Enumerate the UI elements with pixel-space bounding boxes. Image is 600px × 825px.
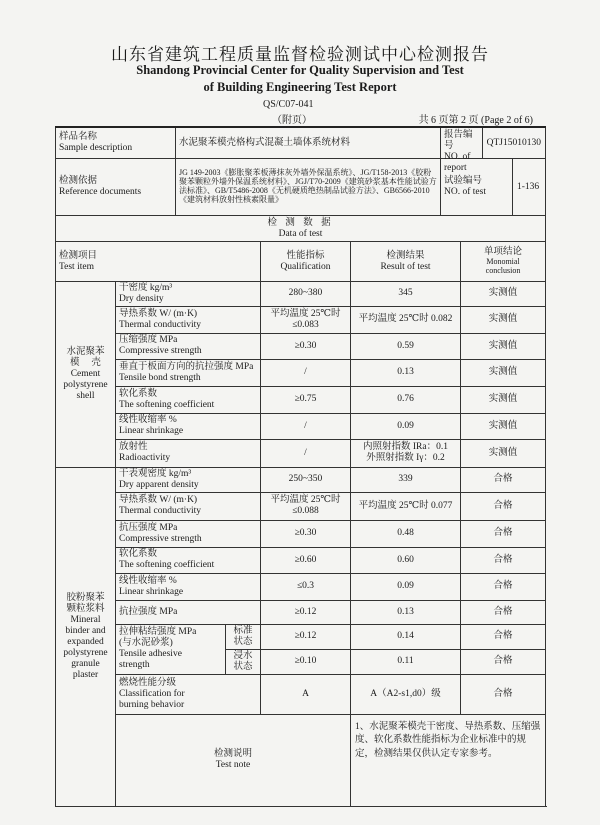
result-cell: 0.59: [351, 333, 461, 359]
item-cell: [116, 439, 261, 467]
test-no-label-en: NO. of test: [444, 187, 486, 197]
data-header-cell: [56, 216, 546, 242]
conclusion-cell: 实测值: [461, 413, 546, 439]
item-cell: [116, 413, 261, 439]
result-cell: 0.48: [351, 520, 461, 547]
col-conclusion-cn: 单项结论: [484, 247, 523, 258]
conclusion-cell: 合格: [461, 520, 546, 547]
qualification-cell: 平均温度 25℃时 ≤0.083: [261, 306, 351, 333]
item-en: Compressive strength: [119, 533, 202, 544]
group2-name-en-1: Mineral: [70, 614, 101, 625]
sample-label-cell: [56, 127, 176, 159]
table-row: [56, 674, 546, 714]
report-title-en-line1: Shandong Provincial Center for Quality Supervision and Test: [136, 63, 464, 77]
item-cell: [116, 359, 261, 386]
report-no-cell: [441, 127, 546, 173]
fire-cn: 燃烧性能分级: [119, 677, 177, 688]
group1-label: [56, 282, 116, 468]
data-header-en: Data of test: [278, 228, 323, 239]
item-cell: [116, 547, 261, 573]
report-table: [55, 126, 546, 807]
item-en: Compressive strength: [119, 346, 202, 357]
qualification-cell: /: [261, 359, 351, 386]
col-item-cn: 检测项目: [59, 250, 98, 261]
group2-name-cn-1: 胶粉聚苯: [66, 593, 105, 604]
conclusion-cell: 合格: [461, 467, 546, 492]
qualification-cell: /: [261, 439, 351, 467]
conclusion-cell: 实测值: [461, 386, 546, 413]
adhesive-en-1: Tensile adhesive: [119, 649, 182, 660]
report-title-cn: 山东省建筑工程质量监督检验测试中心检测报告: [111, 45, 489, 65]
group1-name-cn-1: 水泥聚苯: [66, 347, 105, 358]
report-title-en-line2: of Building Engineering Test Report: [203, 80, 397, 94]
item-cell: [116, 386, 261, 413]
result-cell: 345: [351, 282, 461, 307]
conclusion-cell: 合格: [461, 600, 546, 624]
group2-label: [56, 467, 116, 806]
reference-label-en: Reference documents: [59, 187, 142, 197]
fire-en-2: burning behavior: [119, 699, 185, 710]
item-cn: 导热系数 W/ (m·K): [119, 495, 198, 506]
item-cn: 抗拉强度 MPa: [119, 606, 178, 617]
result-cell: [351, 439, 461, 467]
conclusion-cell: 合格: [461, 624, 546, 649]
item-en: Thermal conductivity: [119, 506, 202, 517]
group1-name-cn-2: 模 壳: [70, 358, 101, 369]
standard-state-label: 标准状态: [226, 624, 261, 649]
sample-row: [56, 127, 546, 159]
adhesive-cn-1: 拉伸粘结强度 MPa: [119, 627, 197, 638]
table-row: [56, 413, 546, 439]
conclusion-cell: 合格: [461, 674, 546, 714]
reference-label-cn: 检测依据: [59, 176, 98, 187]
group2-name-en-4: polystyrene: [63, 647, 108, 658]
immersion-state-label: 浸水状态: [226, 649, 261, 674]
result-cell: 平均温度 25℃时 0.082: [351, 306, 461, 333]
sample-label-cn: 样品名称: [59, 132, 98, 143]
item-cn: 放射性: [119, 442, 148, 453]
reference-label-cell: [56, 159, 176, 216]
table-row: [56, 624, 546, 649]
table-row: [56, 573, 546, 600]
result-cell: 0.09: [351, 413, 461, 439]
table-row: [56, 547, 546, 573]
item-en: Thermal conductivity: [119, 319, 202, 330]
qualification-cell: ≥0.12: [261, 624, 351, 649]
table-row: [56, 282, 546, 307]
result-cell: A（A2-s1,d0）级: [351, 674, 461, 714]
qualification-cell: A: [261, 674, 351, 714]
result-cell: 平均温度 25℃时 0.077: [351, 492, 461, 520]
result-cell: 0.09: [351, 573, 461, 600]
qualification-cell: ≥0.10: [261, 649, 351, 674]
item-en: Linear shrinkage: [119, 426, 184, 437]
qualification-cell: ≥0.30: [261, 333, 351, 359]
qualification-cell: 280~380: [261, 282, 351, 307]
item-cn: 干密度 kg/m³: [119, 283, 173, 293]
item-en: Dry density: [119, 293, 164, 304]
conclusion-cell: 实测值: [461, 306, 546, 333]
document-number: QS/C07-041: [263, 99, 314, 110]
item-en: Dry apparent density: [119, 479, 199, 490]
note-label-cn: 检测说明: [213, 749, 252, 760]
note-label-cell: [116, 714, 351, 806]
group2-name-en-3: expanded: [67, 636, 104, 647]
data-header-cn: 检 测 数 据: [267, 217, 334, 228]
conclusion-cell: 实测值: [461, 333, 546, 359]
item-cell: [116, 573, 261, 600]
appendix-label: （附页）: [272, 115, 312, 126]
conclusion-cell: 实测值: [461, 439, 546, 467]
qualification-cell: ≤0.3: [261, 573, 351, 600]
item-cn: 抗压强度 MPa: [119, 522, 178, 533]
item-cn: 线性收缩率 %: [119, 415, 177, 426]
item-cn: 干表观密度 kg/m³: [119, 468, 192, 479]
test-no-label-cn: 试验编号: [444, 176, 483, 187]
result-cell: 0.14: [351, 624, 461, 649]
column-header-row: [56, 242, 546, 282]
sample-label-en: Sample description: [59, 143, 133, 153]
conclusion-cell: 合格: [461, 649, 546, 674]
item-cn: 软化系数: [119, 388, 158, 399]
test-no-value: 1-136: [517, 181, 540, 192]
note-row: [56, 714, 546, 806]
item-cell: [116, 333, 261, 359]
result-cell: 0.60: [351, 547, 461, 573]
group2-name-en-6: plaster: [72, 669, 99, 680]
report-no-value: QTJ15010130: [486, 137, 542, 148]
col-header-qualification: [261, 242, 351, 282]
conclusion-cell: 合格: [461, 492, 546, 520]
table-row: [56, 333, 546, 359]
table-row: [56, 467, 546, 492]
table-row: [56, 306, 546, 333]
reference-row: [56, 159, 546, 216]
qualification-cell: ≥0.75: [261, 386, 351, 413]
item-en: Linear shrinkage: [119, 586, 184, 597]
col-header-result: [351, 242, 461, 282]
qualification-cell: ≥0.60: [261, 547, 351, 573]
col-qual-en: Qualification: [280, 261, 331, 272]
item-cn: 垂直于板面方向的抗拉强度 MPa: [119, 361, 254, 372]
page-info: 共 6 页第 2 页 (Page 2 of 6): [418, 115, 533, 126]
item-en: The softening coefficient: [119, 399, 215, 410]
group2-name-en-5: granule: [71, 658, 100, 669]
table-row: [56, 520, 546, 547]
result-cell: 0.13: [351, 600, 461, 624]
item-cell: [116, 492, 261, 520]
group2-name-cn-2: 颗粒浆料: [66, 604, 105, 614]
item-cell: [116, 282, 261, 307]
group1-name-en-3: shell: [76, 390, 95, 401]
item-en: Tensile bond strength: [119, 372, 201, 383]
item-cn: 导热系数 W/ (m·K): [119, 308, 198, 319]
fire-item-cell: [116, 674, 261, 714]
col-item-en: Test item: [59, 261, 94, 272]
item-cell: [116, 467, 261, 492]
col-header-item: [56, 242, 261, 282]
sample-value: 水泥聚苯模壳格构式混凝土墙体系统材料: [176, 127, 441, 159]
report-no-label-en: NO. of report: [444, 151, 471, 173]
data-header-row: [56, 216, 546, 242]
result-cell: 0.76: [351, 386, 461, 413]
adhesive-item-cell: [116, 624, 226, 674]
note-label-en: Test note: [215, 760, 251, 771]
col-result-en: Result of test: [380, 261, 431, 272]
conclusion-cell: 合格: [461, 547, 546, 573]
test-no-cell: [441, 159, 546, 216]
note-text: 1、水泥聚苯模壳干密度、导热系数、压缩强度、软化系数性能指标为企业标准中的规定，检测结果仅供认定专家参考。: [351, 714, 546, 806]
item-cn: 线性收缩率 %: [119, 575, 177, 586]
item-cn: 软化系数: [119, 549, 158, 560]
conclusion-cell: 合格: [461, 573, 546, 600]
radioactivity-internal: 内照射指数 IRa：0.1: [363, 442, 448, 453]
item-en: The softening coefficient: [119, 560, 215, 571]
qualification-cell: /: [261, 413, 351, 439]
item-en: Radioactivity: [119, 453, 171, 464]
qualification-cell: ≥0.30: [261, 520, 351, 547]
adhesive-cn-2: (与水泥砂浆): [119, 638, 173, 649]
item-cell: [116, 520, 261, 547]
conclusion-cell: 实测值: [461, 359, 546, 386]
group1-name-en-1: Cement: [70, 368, 101, 379]
item-cell: [116, 306, 261, 333]
table-row: [56, 386, 546, 413]
table-row: [56, 492, 546, 520]
qualification-cell: 平均温度 25℃时 ≤0.088: [261, 492, 351, 520]
item-cell: [116, 600, 261, 624]
adhesive-en-2: strength: [119, 660, 150, 671]
result-cell: 0.11: [351, 649, 461, 674]
result-cell: 339: [351, 467, 461, 492]
item-cn: 压缩强度 MPa: [119, 335, 178, 346]
table-row: [56, 600, 546, 624]
report-no-label-cn: 报告编号: [444, 130, 473, 151]
table-row: [56, 439, 546, 467]
conclusion-cell: 实测值: [461, 282, 546, 307]
group2-name-en-2: binder and: [65, 625, 106, 636]
qualification-cell: 250~350: [261, 467, 351, 492]
col-conclusion-en1: Monomial: [486, 257, 520, 266]
col-result-cn: 检测结果: [386, 250, 425, 261]
qualification-cell: ≥0.12: [261, 600, 351, 624]
col-conclusion-en2: conclusion: [485, 265, 521, 275]
table-row: [56, 359, 546, 386]
result-cell: 0.13: [351, 359, 461, 386]
col-qual-cn: 性能指标: [286, 250, 325, 261]
fire-en-1: Classification for: [119, 688, 185, 699]
group1-name-en-2: polystyrene: [63, 379, 108, 390]
radioactivity-external: 外照射指数 Iγ：0.2: [366, 453, 445, 464]
reference-documents: JG 149-2003《膨胀聚苯板薄抹灰外墙外保温系统》、JG/T158-2013《胶粉聚苯颗粒外墙外保温系统材料》、JGJ/T70-2009《建筑砂浆基本性能试验方法标准》、GB/T5486-2008《无机硬质绝热制品试验方法》、GB6566-2010《建筑材料放射性核素限量》: [176, 159, 441, 216]
col-header-conclusion: [461, 242, 546, 282]
